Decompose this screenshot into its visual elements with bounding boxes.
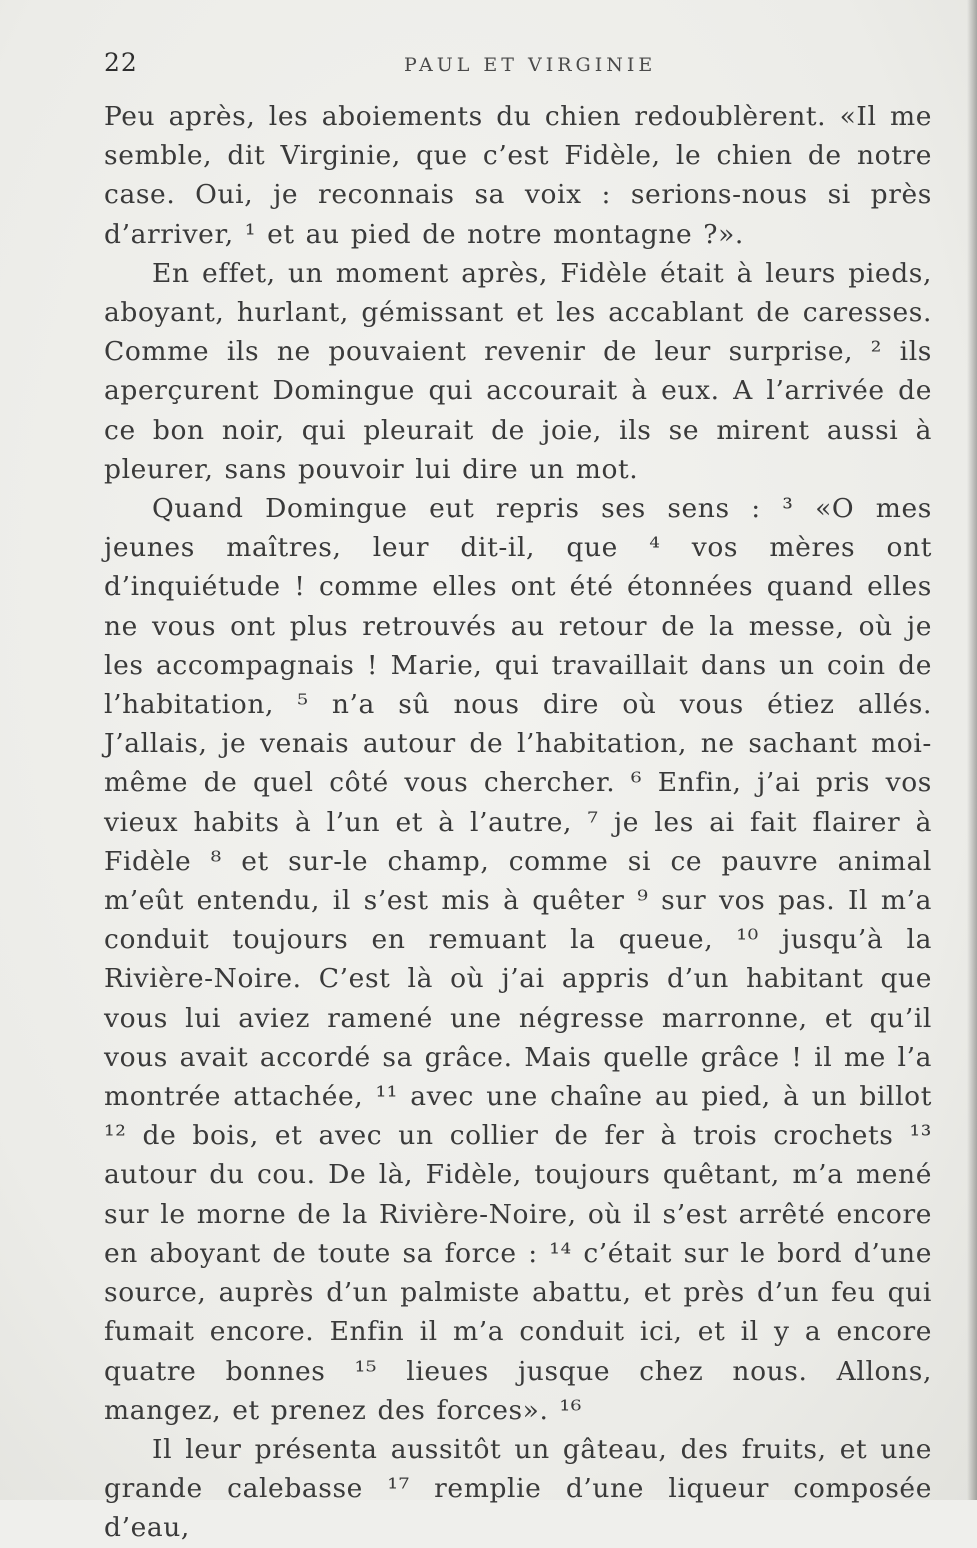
page-number: 22 <box>104 48 138 77</box>
paragraph-1: Peu après, les aboiements du chien redoublèrent. «Il me semble, dit Virginie, que c’est Fidèle, le chien de notre case. Oui, je reconnais sa voix : serions-nous si près d’arriver, ¹ et au pied de notre montagne ?». <box>104 101 932 250</box>
paragraph-4: Il leur présenta aussitôt un gâteau, des fruits, et une grande calebasse ¹⁷ remplie d’une liqueur composée d’eau, <box>104 1433 932 1544</box>
paragraph-3: Quand Domingue eut repris ses sens : ³ «O mes jeunes maîtres, leur dit-il, que ⁴ vos mères ont d’inquiétude ! comme elles ont été étonnées quand elles ne vous ont plus retrouvés au retour de la messe, où je les accompagnais ! Marie, qui travaillait dans un coin de l’habitation, ⁵ n’a sû nous dire où vous étiez allés. J’allais, je venais autour de l’habitation, ne sachant moi-même de quel côté vous chercher. ⁶ Enfin, j’ai pris vos vieux habits à l’un et à l’autre, ⁷ je les ai fait flairer à Fidèle ⁸ et sur-le champ, comme si ce pauvre animal m’eût entendu, il s’est mis à quêter ⁹ sur vos pas. Il m’a conduit toujours en remuant la queue, ¹⁰ jusqu’à la Rivière-Noire. C’est là où j’ai appris d’un habitant que vous lui aviez ramené une négresse marronne, et qu’il vous avait accordé sa grâce. Mais quelle grâce ! il me l’a montrée attachée, ¹¹ avec une chaîne au pied, à un billot ¹² de bois, et avec un collier de fer à trois crochets ¹³ autour du cou. De là, Fidèle, toujours quêtant, m’a mené sur le morne de la Rivière-Noire, où il s’est arrêté encore en aboyant de toute sa force : ¹⁴ c’était sur le bord d’une source, auprès d’un palmiste abattu, et près d’un feu qui fumait encore. Enfin il m’a conduit ici, et il y a encore quatre bonnes ¹⁵ lieues jusque chez nous. Allons, mangez, et prenez des forces». ¹⁶ <box>104 493 932 1426</box>
page-header <box>104 48 934 84</box>
running-title: PAUL ET VIRGINIE <box>404 54 657 76</box>
paragraph-2: En effet, un moment après, Fidèle était à leurs pieds, aboyant, hurlant, gémissant et les accablant de caresses. Comme ils ne pouvaient revenir de leur surprise, ² ils aperçurent Domingue qui accourait à eux. A l’arrivée de ce bon noir, qui pleurait de joie, ils se mirent aussi à pleurer, sans pouvoir lui dire un mot. <box>104 257 932 485</box>
body-text <box>104 97 932 1548</box>
page-edge-shadow <box>967 0 977 1500</box>
